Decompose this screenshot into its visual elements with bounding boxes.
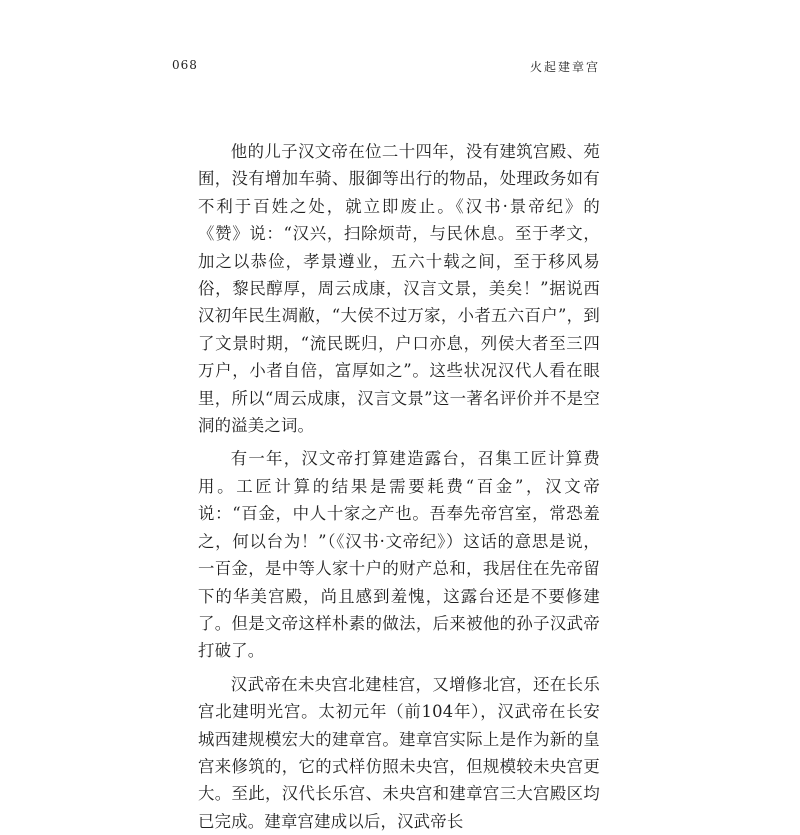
paragraph-2: 有一年，汉文帝打算建造露台，召集工匠计算费用。工匠计算的结果是需要耗费“百金”，汉文帝说：“百金，中人十家之产也。吾奉先帝宫室，常恐羞之，何以台为！”（《汉书·文帝纪》）这话的意思是说，一百金，是中等人家十户的财产总和，我居住在先帝留下的华美宫殿，尚且感到羞愧，这露台还是不要修建了。但是文帝这样朴素的做法，后来被他的孙子汉武帝打破了。 xyxy=(198,449,600,661)
paragraph-1: 他的儿子汉文帝在位二十四年，没有建筑宫殿、苑囿，没有增加车骑、服御等出行的物品，处理政务如有不利于百姓之处，就立即废止。《汉书·景帝纪》的《赞》说：“汉兴，扫除烦苛，与民休息。至于孝文，加之以恭俭，孝景遵业，五六十载之间，至于移风易俗，黎民醇厚，周云成康，汉言文景，美矣！”据说西汉初年民生凋敝，“大侯不过万家，小者五六百户”，到了文景时期，“流民既归，户口亦息，列侯大者至三四万户，小者自倍，富厚如之”。这些状况汉代人看在眼里，所以“周云成康，汉言文景”这一著名评价并不是空洞的溢美之词。 xyxy=(198,142,600,436)
page-number: 068 xyxy=(172,58,198,72)
paragraph-3: 汉武帝在未央宫北建桂宫，又增修北宫，还在长乐宫北建明光宫。太初元年（前104年），汉武帝在长安城西建规模宏大的建章宫。建章宫实际上是作为新的皇宫来修筑的，它的式样仿照未央宫，但规模较未央宫更大。至此，汉代长乐宫、未央宫和建章宫三大宫殿区均已完成。建章宫建成以后，汉武帝长 xyxy=(198,674,600,831)
body-text xyxy=(198,138,600,835)
running-title: 火起建章宫 xyxy=(529,60,600,74)
